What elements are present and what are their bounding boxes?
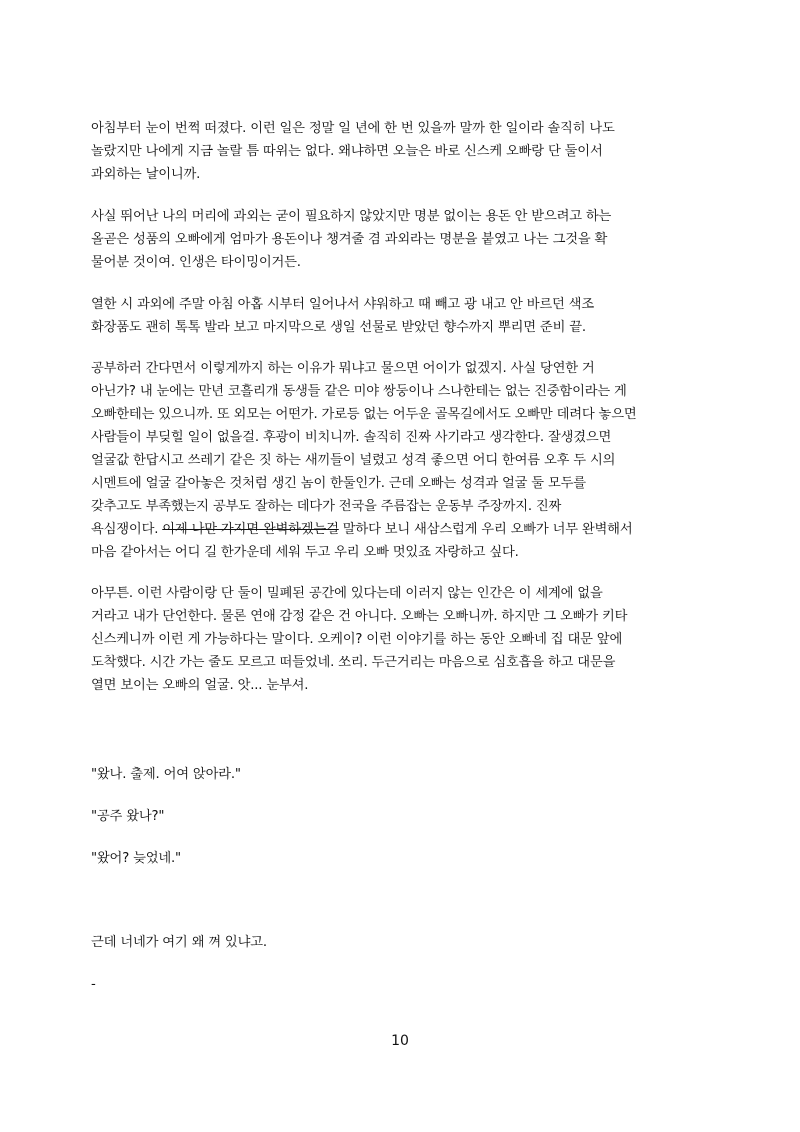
dialogue-line-1: "왔나. 출제. 어여 앉아라.": [91, 767, 241, 782]
paragraph-5-line-5: 열면 보이는 오빠의 얼굴. 앗... 눈부셔.: [91, 678, 309, 693]
paragraph-4-line-2: 아닌가? 내 눈에는 만년 코흘리개 동생들 같은 미야 쌍둥이나 스나한테는 없는 진중함이라는 게: [91, 384, 627, 399]
paragraph-4-line-9: 마음 같아서는 어디 길 한가운데 세워 두고 우리 오빠 멋있죠 자랑하고 싶다.: [91, 545, 519, 560]
paragraph-2-line-3: 물어분 것이여. 인생은 타이밍이거든.: [91, 255, 301, 270]
paragraph-4-line-8: [91, 520, 632, 540]
paragraph-1-line-2: 놀랐지만 나에게 지금 놀랄 틈 따위는 없다. 왜냐하면 오늘은 바로 신스케 오빠랑 단 둘이서: [91, 144, 603, 159]
paragraph-4-line-1: 공부하러 간다면서 이렇게까지 하는 이유가 뭐냐고 물으면 어이가 없겠지. 사실 당연한 거: [91, 361, 595, 376]
paragraph-1-line-1: 아침부터 눈이 번쩍 떠졌다. 이런 일은 정말 일 년에 한 번 있을까 말까 한 일이라 솔직히 나도: [91, 121, 615, 136]
paragraph-4-line-7: 갖추고도 부족했는지 공부도 잘하는 데다가 전국을 주름잡는 운동부 주장까지. 진짜: [91, 499, 562, 514]
line-text-before-strike: 욕심쟁이다.: [91, 522, 163, 537]
paragraph-4-line-6: 시멘트에 얼굴 갈아놓은 것처럼 생긴 놈이 한둘인가. 근데 오빠는 성격과 얼굴 둘 모두를: [91, 476, 586, 491]
paragraph-4-line-3: 오빠한테는 있으니까. 또 외모는 어떤가. 가로등 없는 어두운 골목길에서도 오빠만 데려다 놓으면: [91, 407, 637, 422]
paragraph-5-line-1: 아무튼. 이런 사람이랑 단 둘이 밀폐된 공간에 있다는데 이러지 않는 인간은 이 세계에 없을: [91, 586, 603, 601]
dash-separator: -: [91, 977, 96, 992]
struck-through-text: 이제 나만 가지면 완벽하겠는걸: [162, 522, 339, 537]
dialogue-line-2: "공주 왔나?": [91, 809, 165, 824]
paragraph-2-line-2: 올곧은 성품의 오빠에게 엄마가 용돈이나 챙겨줄 겸 과외라는 명분을 붙였고 나는 그것을 확: [91, 232, 608, 247]
paragraph-1-line-3: 과외하는 날이니까.: [91, 167, 201, 182]
closing-line: 근데 너네가 여기 왜 껴 있냐고.: [91, 935, 267, 950]
paragraph-3-line-1: 열한 시 과외에 주말 아침 아홉 시부터 일어나서 샤워하고 때 빼고 광 내고 안 바르던 색조: [91, 297, 594, 312]
paragraph-5-line-4: 도착했다. 시간 가는 줄도 모르고 떠들었네. 쏘리. 두근거리는 마음으로 심호흡을 하고 대문을: [91, 655, 616, 670]
paragraph-5-line-2: 거라고 내가 단언한다. 물론 연애 감정 같은 건 아니다. 오빠는 오빠니까. 하지만 그 오빠가 키타: [91, 609, 628, 624]
paragraph-2-line-1: 사실 뛰어난 나의 머리에 과외는 굳이 필요하지 않았지만 명분 없이는 용돈 안 받으려고 하는: [91, 209, 612, 224]
line-text-after-strike: 말하다 보니 새삼스럽게 우리 오빠가 너무 완벽해서: [338, 522, 633, 537]
page-number: 10: [391, 1033, 409, 1049]
paragraph-3-line-2: 화장품도 괜히 톡톡 발라 보고 마지막으로 생일 선물로 받았던 향수까지 뿌리면 준비 끝.: [91, 320, 586, 335]
paragraph-5-line-3: 신스케니까 이런 게 가능하다는 말이다. 오케이? 이런 이야기를 하는 동안 오빠네 집 대문 앞에: [91, 632, 623, 647]
paragraph-4-line-4: 사람들이 부딪힐 일이 없을걸. 후광이 비치니까. 솔직히 진짜 사기라고 생각한다. 잘생겼으면: [91, 430, 612, 445]
paragraph-4-line-5: 얼굴값 한답시고 쓰레기 같은 짓 하는 새끼들이 널렸고 성격 좋으면 어디 한여름 오후 두 시의: [91, 453, 616, 468]
dialogue-line-3: "왔어? 늦었네.": [91, 851, 181, 866]
